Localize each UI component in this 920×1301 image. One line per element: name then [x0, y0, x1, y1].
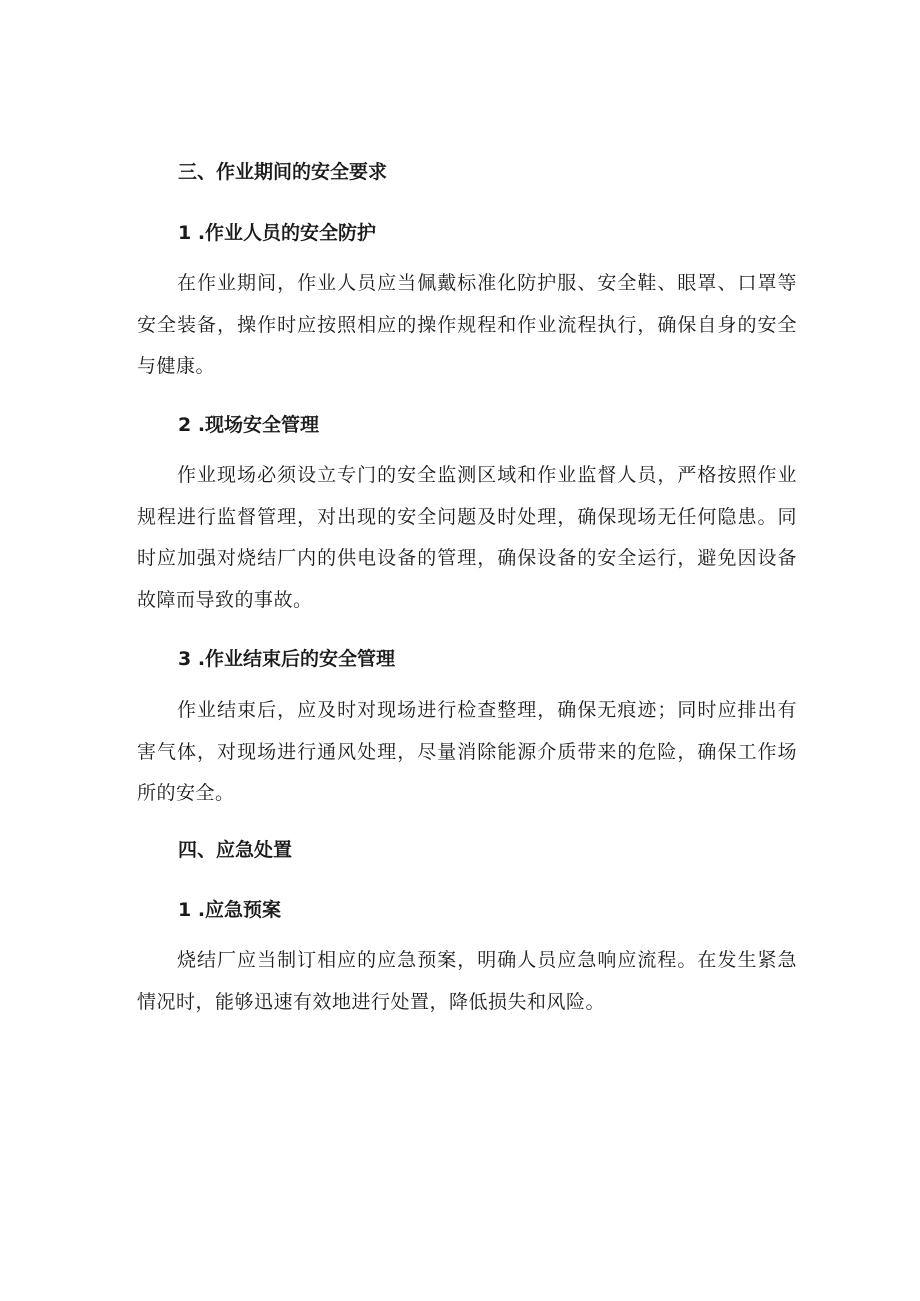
paragraph: 作业现场必须设立专门的安全监测区域和作业监督人员，严格按照作业规程进行监督管理，对出现的安全问题及时处理，确保现场无任何隐患。同时应加强对烧结厂内的供电设备的管理，确保设备的安全运行，避免因设备故障而导致的事故。 — [137, 464, 797, 611]
paragraph: 作业结束后，应及时对现场进行检查整理，确保无痕迹；同时应排出有害气体，对现场进行通风处理，尽量消除能源介质带来的危险，确保工作场所的安全。 — [137, 699, 797, 804]
subsection-heading: 2 .现场安全管理 — [178, 414, 320, 436]
section-title: 三、作业期间的安全要求 — [178, 161, 388, 183]
subsection-heading: 1 .作业人员的安全防护 — [178, 222, 377, 244]
section-title: 四、应急处置 — [178, 839, 293, 861]
subsection-heading: 1 .应急预案 — [178, 899, 282, 921]
paragraph: 在作业期间，作业人员应当佩戴标准化防护服、安全鞋、眼罩、口罩等安全装备，操作时应按照相应的操作规程和作业流程执行，确保自身的安全与健康。 — [137, 272, 797, 377]
paragraph: 烧结厂应当制订相应的应急预案，明确人员应急响应流程。在发生紧急情况时，能够迅速有效地进行处置，降低损失和风险。 — [137, 949, 797, 1013]
subsection-heading: 3 .作业结束后的安全管理 — [178, 648, 396, 670]
